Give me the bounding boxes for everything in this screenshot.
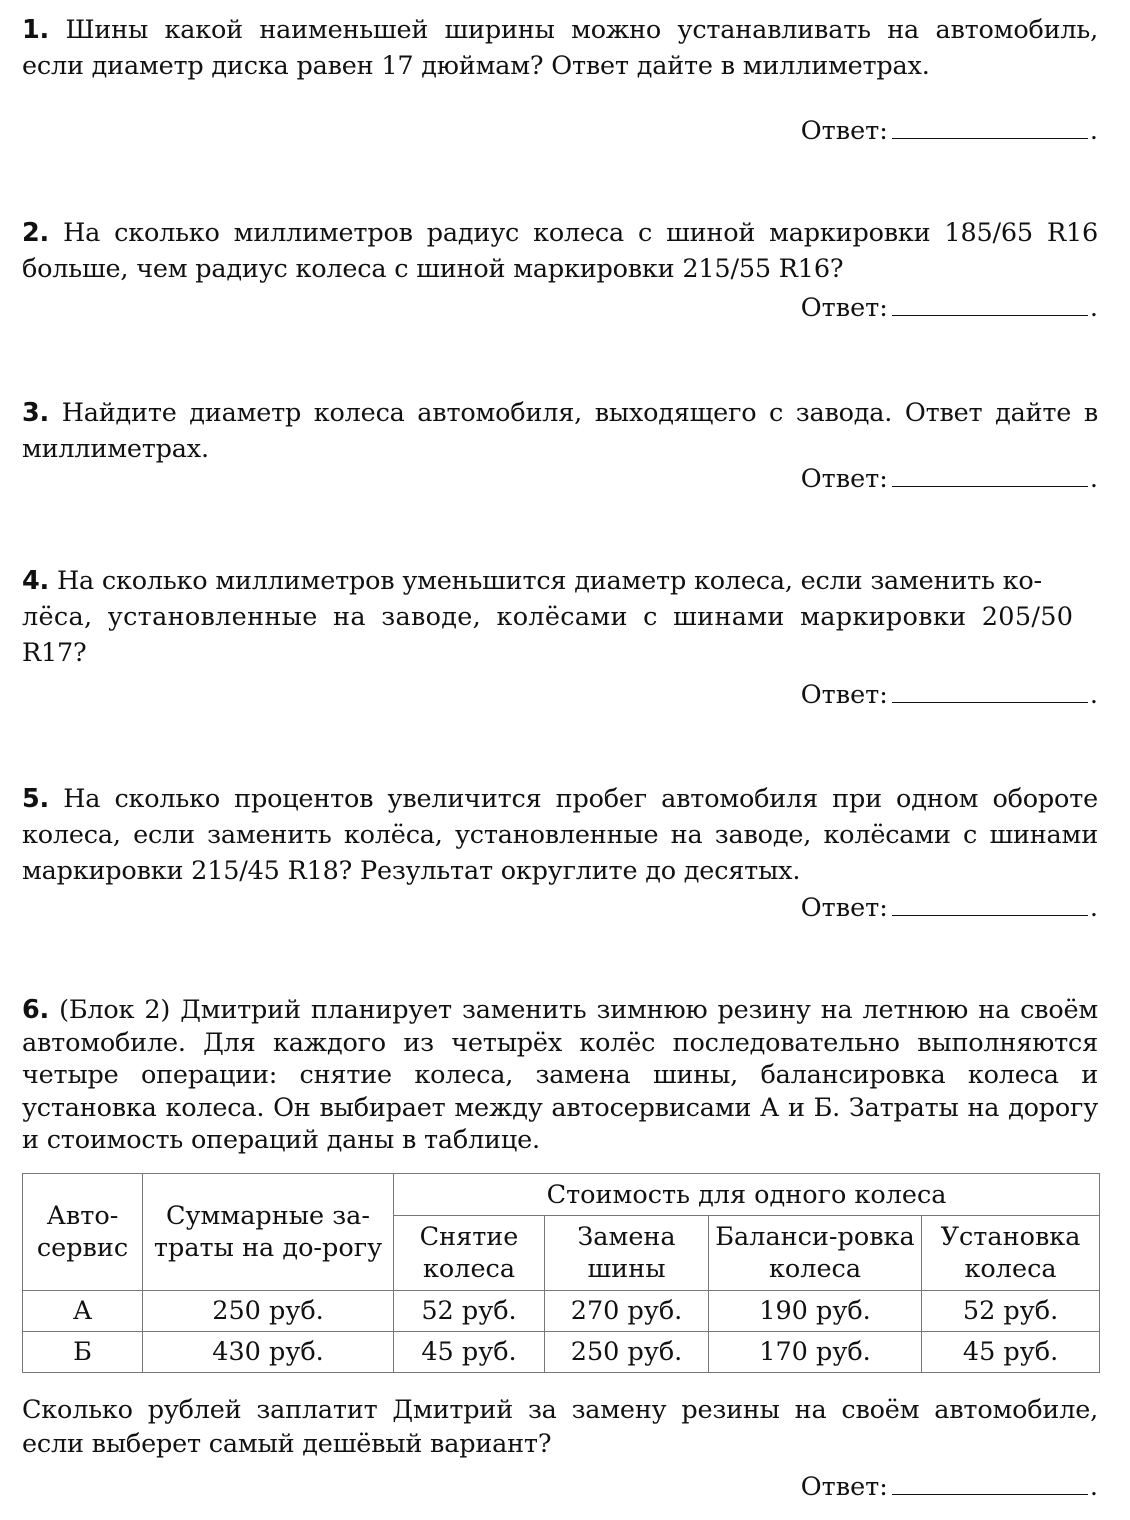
answer-dot: .	[1089, 464, 1098, 494]
cell-tire-change: 250 руб.	[545, 1332, 709, 1373]
cell-travel: 430 руб.	[143, 1332, 394, 1373]
answer-blank[interactable]	[892, 116, 1088, 139]
cell-service: Б	[23, 1332, 143, 1373]
header-travel-costs: Суммарные за-траты на до-рогу	[143, 1174, 394, 1291]
answer-dot: .	[1089, 293, 1098, 323]
table-row	[23, 1332, 1100, 1373]
header-tire-change: Замена шины	[545, 1216, 709, 1291]
answer-dot: .	[1089, 1472, 1098, 1502]
answer-label: Ответ:	[800, 293, 888, 323]
task-text: Найдите диаметр колеса автомобиля, выходящего с завода. Ответ дайте в миллиметрах.	[22, 398, 1098, 464]
answer-label: Ответ:	[800, 1472, 888, 1502]
answer-dot: .	[1089, 116, 1098, 146]
task-6	[22, 994, 1098, 1157]
answer-label: Ответ:	[800, 680, 888, 710]
task-number: 4.	[22, 566, 50, 596]
cell-travel: 250 руб.	[143, 1291, 394, 1332]
cell-removal: 52 руб.	[394, 1291, 545, 1332]
task-number: 2.	[22, 218, 50, 248]
answer-blank[interactable]	[892, 464, 1088, 487]
service-cost-table	[22, 1173, 1100, 1373]
answer-dot: .	[1089, 893, 1098, 923]
header-service: Авто-сервис	[23, 1174, 143, 1291]
task-text-line-1: На сколько миллиметров уменьшится диаметр колеса, если заменить ко-	[56, 566, 1042, 596]
cell-removal: 45 руб.	[394, 1332, 545, 1373]
task-text: Шины какой наименьшей ширины можно устанавливать на автомобиль, если диаметр диска равен 17 дюймам? Ответ дайте в миллиметрах.	[22, 15, 1099, 81]
task-1	[22, 12, 1098, 84]
answer-label: Ответ:	[800, 464, 888, 494]
answer-row-5	[801, 890, 1098, 926]
task-number: 1.	[22, 15, 50, 45]
header-removal: Снятие колеса	[394, 1216, 545, 1291]
answer-blank[interactable]	[892, 893, 1088, 916]
task-text-line-2: лёса, установленные на заводе, колёсами с шинами маркировки 205/50	[22, 602, 1074, 632]
answer-blank[interactable]	[892, 293, 1088, 316]
task-number: 5.	[22, 784, 50, 814]
task-number: 3.	[22, 398, 50, 428]
table-row	[23, 1291, 1100, 1332]
answer-row-2	[801, 290, 1098, 326]
answer-row-1	[801, 113, 1098, 149]
answer-blank[interactable]	[892, 1472, 1088, 1495]
task-5	[22, 781, 1098, 889]
cell-installation: 52 руб.	[922, 1291, 1100, 1332]
header-balancing: Баланси-ровка колеса	[709, 1216, 922, 1291]
answer-row-4	[801, 677, 1098, 713]
task-line	[22, 563, 1098, 599]
task-text: На сколько процентов увеличится пробег автомобиля при одном обороте колеса, если заменить колёса, установленные на заводе, колёсами с шинами маркировки 215/45 R18? Результат округлите до десятых.	[22, 784, 1099, 886]
task-2	[22, 215, 1098, 287]
cell-balancing: 190 руб.	[709, 1291, 922, 1332]
cell-balancing: 170 руб.	[709, 1332, 922, 1373]
task-6-question: Сколько рублей заплатит Дмитрий за замену резины на своём автомобиле, если выберет самый дешёвый вариант?	[22, 1395, 1098, 1459]
header-cost-per-wheel: Стоимость для одного колеса	[394, 1174, 1100, 1216]
cell-installation: 45 руб.	[922, 1332, 1100, 1373]
answer-label: Ответ:	[800, 893, 888, 923]
answer-blank[interactable]	[892, 680, 1088, 703]
task-text-line-3: R17?	[22, 638, 87, 668]
answer-dot: .	[1089, 680, 1098, 710]
task-4	[22, 563, 1098, 671]
task-number: 6.	[22, 995, 50, 1025]
task-text: (Блок 2) Дмитрий планирует заменить зимнюю резину на летнюю на своём автомобиле. Для каждого из четырёх колёс последовательно выполняются четыре операции: снятие колеса, замена шины, балансировка колеса и установка колеса. Он выбирает между автосервисами А и Б. Затраты на дорогу и стоимость операций даны в таблице.	[22, 995, 1098, 1155]
answer-row-3	[801, 461, 1098, 497]
cell-service: А	[23, 1291, 143, 1332]
answer-row-6	[801, 1469, 1098, 1505]
cell-tire-change: 270 руб.	[545, 1291, 709, 1332]
header-installation: Установка колеса	[922, 1216, 1100, 1291]
task-3	[22, 395, 1098, 467]
task-text: На сколько миллиметров радиус колеса с шиной маркировки 185/65 R16 больше, чем радиус колеса с шиной маркировки 215/55 R16?	[22, 218, 1099, 284]
answer-label: Ответ:	[800, 116, 888, 146]
